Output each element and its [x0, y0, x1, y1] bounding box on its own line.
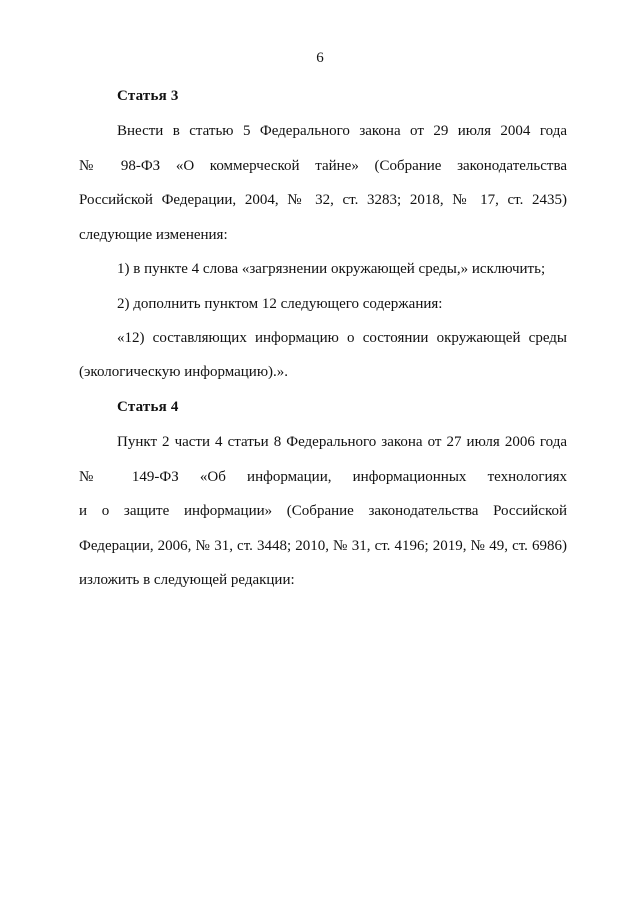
article-3-item-2: 2) дополнить пунктом 12 следующего содержания: — [117, 296, 443, 312]
article-3-line-4: следующие изменения: — [79, 227, 228, 243]
article-3-heading: Статья 3 — [117, 88, 179, 104]
article-4-line-1: Пункт 2 части 4 статьи 8 Федерального закона от 27 июля 2006 года — [117, 434, 567, 450]
page-number: 6 — [316, 50, 324, 66]
article-4-line-3: и о защите информации» (Собрание законодательства Российской — [79, 503, 567, 519]
article-3-item-1: 1) в пункте 4 слова «загрязнении окружающей среды,» исключить; — [117, 261, 546, 277]
article-4-line-2: № 149-ФЗ «Об информации, информационных технологиях — [79, 469, 567, 485]
article-3-line-2: № 98-ФЗ «О коммерческой тайне» (Собрание законодательства — [79, 158, 567, 174]
article-3-quote-line-1: «12) составляющих информацию о состоянии окружающей среды — [117, 330, 567, 346]
article-3-line-3: Российской Федерации, 2004, № 32, ст. 3283; 2018, № 17, ст. 2435) — [79, 192, 567, 208]
article-3-quote-line-2: (экологическую информацию).». — [79, 364, 289, 380]
article-4-line-5: изложить в следующей редакции: — [79, 572, 295, 588]
article-3-line-1: Внести в статью 5 Федерального закона от 29 июля 2004 года — [117, 123, 567, 139]
article-4-line-4: Федерации, 2006, № 31, ст. 3448; 2010, № 31, ст. 4196; 2019, № 49, ст. 6986) — [79, 538, 567, 554]
article-4-heading: Статья 4 — [117, 399, 179, 415]
